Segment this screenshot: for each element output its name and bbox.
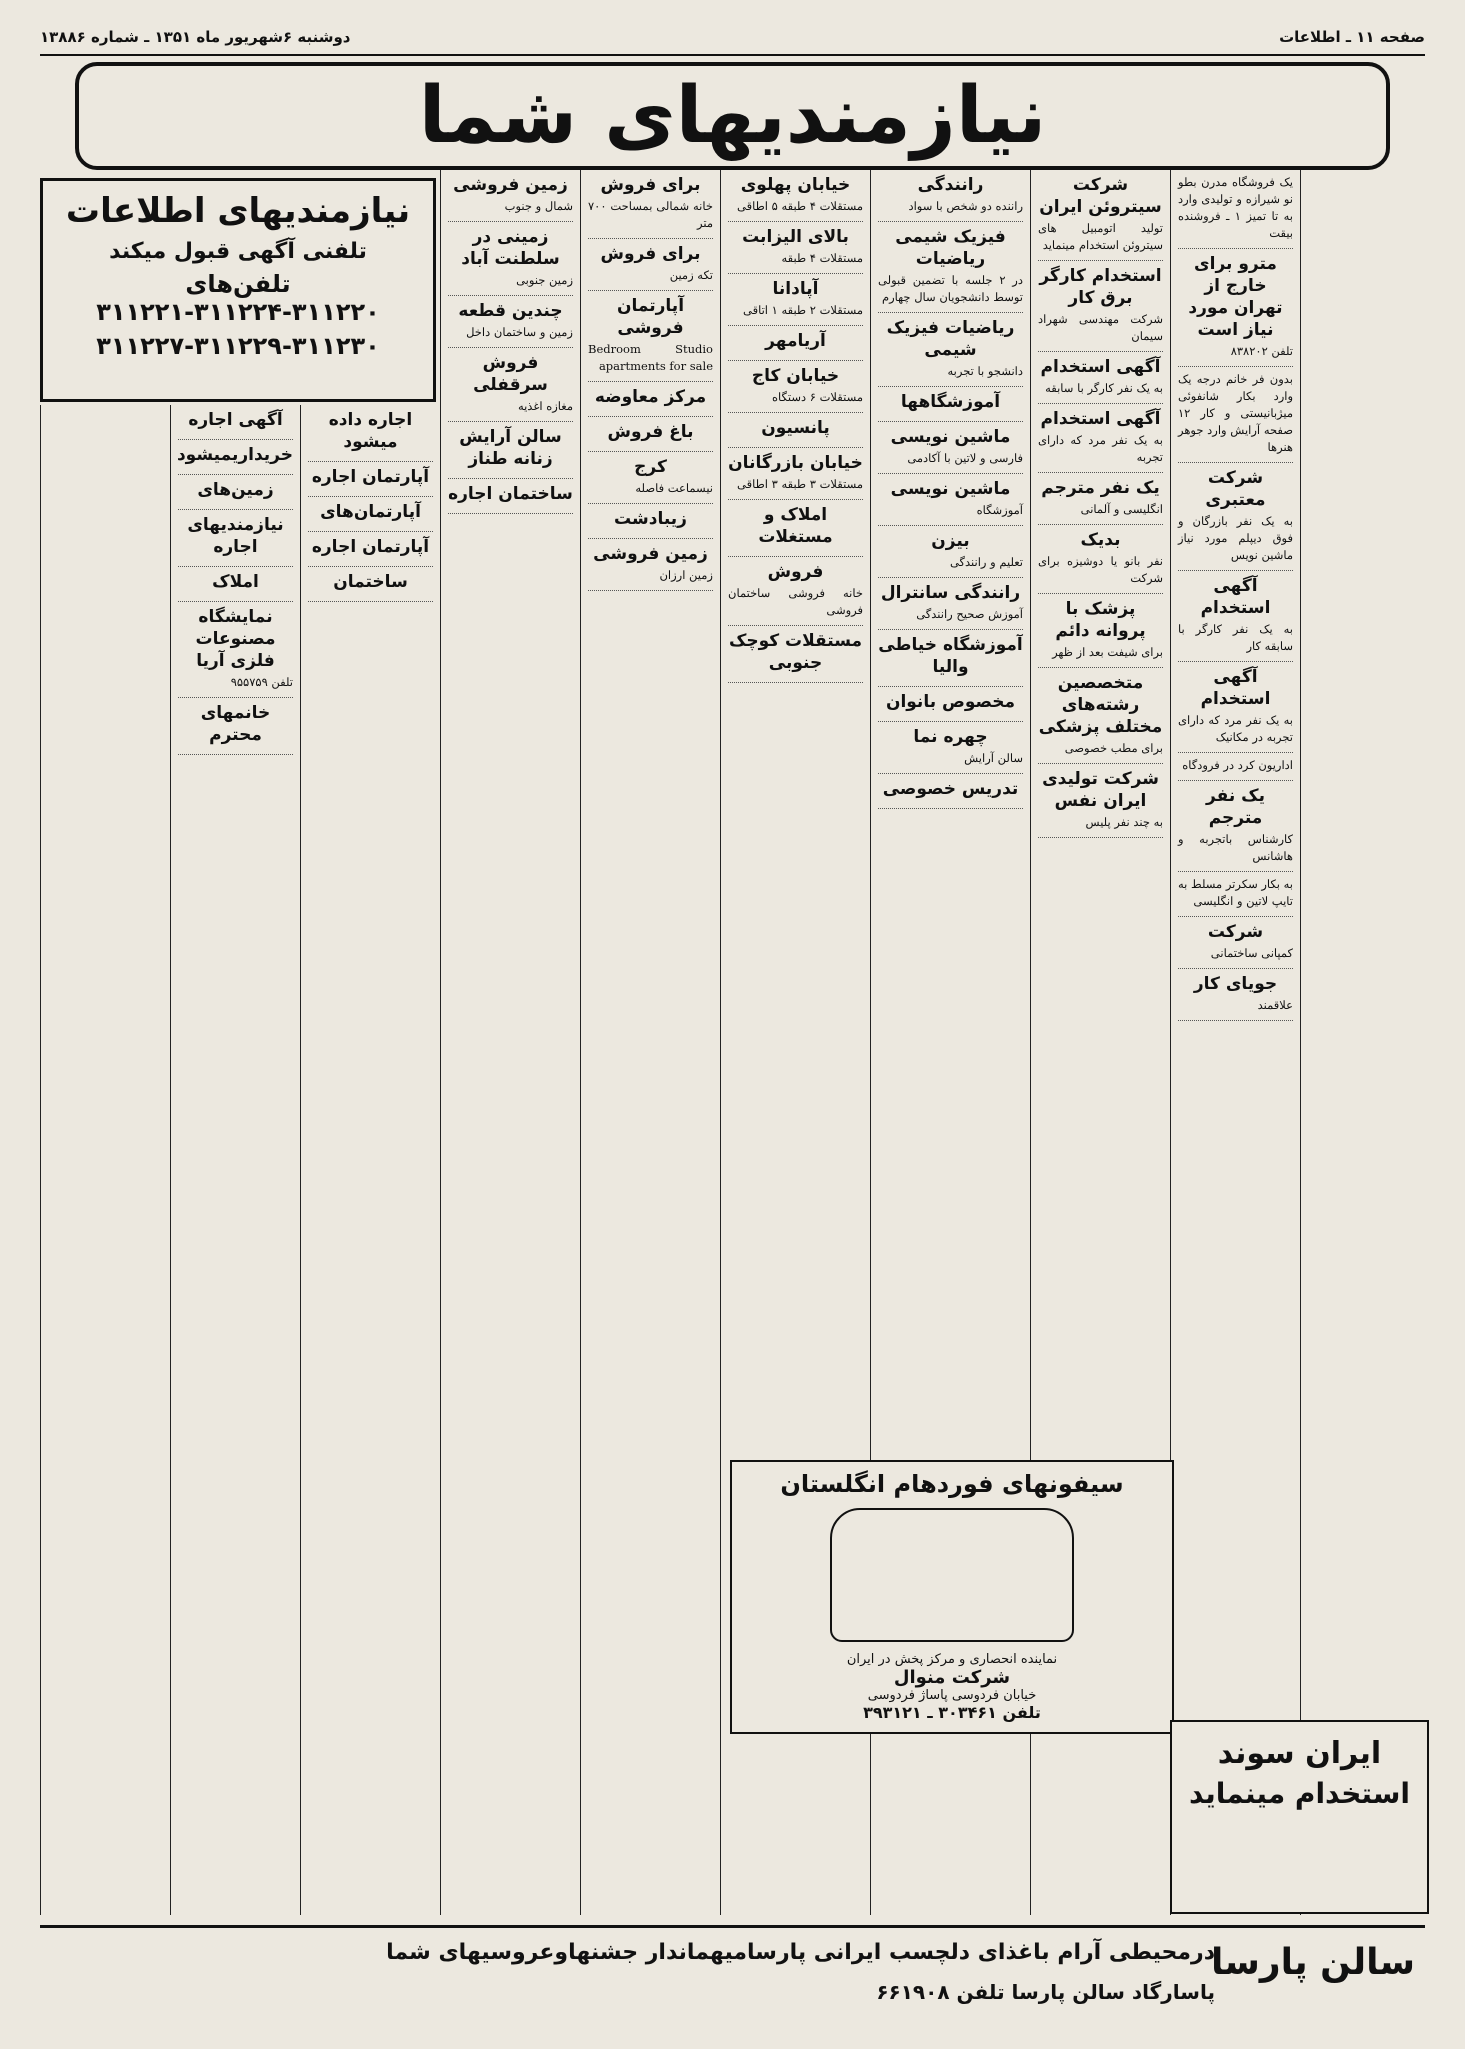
ad-item: [588, 291, 713, 382]
ad-text: کارشناس باتجربه و هاشانس: [1178, 832, 1293, 863]
ad-heading: مترو برای خارج از تهران مورد نیاز است: [1188, 254, 1283, 340]
ad-text: برای مطب خصوصی: [1064, 741, 1163, 755]
ad-text: مستقلات ۴ طبقه: [781, 251, 863, 265]
ad-item: [728, 500, 863, 557]
box-phones-2: ۳۱۱۲۲۷-۳۱۱۲۲۹-۳۱۱۲۳۰: [96, 332, 380, 360]
ad-heading: آموزشگاه خیاطی والیا: [878, 635, 1023, 677]
info-box: [40, 178, 436, 402]
ad-heading: خریداریمیشود: [176, 445, 293, 465]
ad-heading: باغ فروش: [607, 422, 694, 442]
ad-heading: خانمهای محترم: [200, 703, 271, 745]
ad-heading: خیابان بازرگانان: [728, 453, 863, 473]
ad-item: [1178, 662, 1293, 753]
ad-text: آموزشگاه: [976, 503, 1023, 517]
ad-heading: فروش: [767, 562, 824, 582]
ad-heading: بیزن: [931, 531, 970, 551]
ad-text: تعلیم و رانندگی: [949, 555, 1023, 569]
ad-text: در ۲ جلسه با تضمین قبولی توسط دانشجویان سال چهارم: [878, 273, 1023, 304]
ad-item: [1178, 170, 1293, 249]
ad-heading: شرکت معتبری: [1205, 468, 1266, 510]
ad-heading: آپادانا: [772, 279, 819, 299]
footer-line-1: درمحیطی آرام باغذای دلچسب ایرانی پارسامیهماندار جشنهاوعروسیهای شما: [386, 1940, 1215, 1965]
ad-heading: تدریس خصوصی: [882, 779, 1019, 799]
ad-text: به چند نفر پلیس: [1085, 815, 1163, 829]
ad-item: [588, 170, 713, 239]
ad-text: مستقلات ۶ دستگاه: [771, 390, 863, 404]
ad-text: به بکار سکرتر مسلط به تایپ لاتین و انگلیسی: [1178, 877, 1293, 908]
heater-address: خیابان فردوسی پاساژ فردوسی: [867, 1688, 1037, 1703]
ad-heading: شرکت سیتروئن ایران: [1039, 175, 1162, 217]
ad-item: [728, 274, 863, 326]
heater-note: نماینده انحصاری و مرکز پخش در ایران: [846, 1652, 1058, 1667]
ad-item: [878, 387, 1023, 422]
ad-heading: آپارتمان فروشی: [616, 296, 685, 338]
ad-heading: چهره نما: [913, 727, 988, 747]
ad-text: اداریون کرد در فرودگاه: [1182, 758, 1293, 772]
column-1: [1170, 170, 1300, 1915]
ad-heading: اجاره داده میشود: [328, 410, 413, 452]
ad-item: [1038, 473, 1163, 525]
ad-item: [1038, 525, 1163, 594]
ad-heading: آگهی استخدام: [1200, 576, 1271, 618]
ad-heading: ریاضیات فیزیک شیمی: [886, 318, 1015, 360]
ad-text: زمین جنوبی: [516, 273, 573, 287]
ad-text: خانه شمالی بمساحت ۷۰۰ متر: [588, 199, 713, 230]
ad-heading: کرج: [634, 457, 667, 477]
ad-heading: جویای کار: [1193, 974, 1278, 994]
ad-item: [1178, 463, 1293, 571]
ad-heading: شرکت: [1207, 922, 1264, 942]
ad-item: [588, 417, 713, 452]
ad-item: [178, 475, 293, 510]
ad-item: [1038, 764, 1163, 838]
heater-ad: [730, 1460, 1174, 1734]
ad-text: به یک نفر بازرگان و فوق دیپلم مورد نیاز ماشین نویس: [1178, 514, 1293, 562]
ad-text: تلفن ۸۳۸۲۰۲: [1230, 344, 1293, 358]
ad-item: [178, 698, 293, 755]
ad-item: [728, 170, 863, 222]
ad-item: [308, 497, 433, 532]
ad-text: علاقمند: [1257, 998, 1293, 1012]
ad-heading: رانندگی سانترال: [880, 583, 1021, 603]
ad-text: شمال و جنوب: [504, 199, 573, 213]
ad-item: [448, 296, 573, 348]
ad-item: [878, 722, 1023, 774]
ad-text: فارسی و لاتین با آکادمی: [907, 451, 1023, 465]
ad-item: [1178, 367, 1293, 463]
ad-text: تلفن ۹۵۵۷۵۹: [230, 675, 293, 689]
ad-heading: نیازمندیهای اجاره: [187, 515, 284, 557]
ad-item: [588, 504, 713, 539]
ad-text: دانشجو با تجربه: [947, 364, 1023, 378]
column-7: [300, 405, 440, 1915]
ad-heading: املاک و مستغلات: [758, 505, 833, 547]
ad-text: زمین ارزان: [659, 568, 713, 582]
ad-text: Bedroom Studio apartments for sale: [588, 342, 713, 373]
ad-heading: استخدام کارگر برق کار: [1039, 266, 1162, 308]
ad-heading: سالن آرایش زنانه طناز: [459, 427, 562, 469]
ad-item: [878, 687, 1023, 722]
ad-text: مغازه اغذیه: [517, 399, 573, 413]
ad-heading: خیابان کاج: [751, 366, 840, 386]
ad-text: انگلیسی و آلمانی: [1080, 502, 1163, 516]
ad-heading: فیزیک شیمی ریاضیات: [895, 227, 1006, 269]
ad-heading: زمین فروشی: [593, 544, 708, 564]
ad-heading: املاک: [212, 572, 259, 592]
column-2: [1300, 170, 1425, 1915]
iransound-subtitle: استخدام مینماید: [1189, 1777, 1410, 1810]
ad-heading: شرکت تولیدی ایران نفس: [1042, 769, 1159, 811]
ad-heading: رانندگی: [917, 175, 984, 195]
ad-item: [308, 405, 433, 462]
ad-item: [1178, 872, 1293, 917]
ad-text: مستقلات ۳ طبقه ۳ اطاقی: [737, 477, 863, 491]
ad-heading: زیبادشت: [614, 509, 687, 529]
ad-item: [878, 774, 1023, 809]
ad-heading: متخصصین رشته‌های مختلف پزشکی: [1038, 673, 1163, 737]
ad-text: بدون فر خانم درجه یک وارد بکار شانفوئی میژبانیستی و کار ۱۲ صفحه آرایش وارد جوهر هنرها: [1178, 372, 1293, 454]
ad-heading: ساختمان اجاره: [448, 484, 573, 504]
ad-item: [178, 510, 293, 567]
ad-heading: یک نفر مترجم: [1041, 478, 1160, 498]
ad-text: تکه زمین: [669, 268, 713, 282]
column-9: [170, 405, 300, 1915]
ad-item: [1038, 261, 1163, 352]
ad-heading: آپارتمان اجاره: [311, 467, 430, 487]
ad-item: [588, 382, 713, 417]
ad-heading: آریامهر: [765, 331, 826, 351]
ad-heading: زمینی در سلطنت آباد: [461, 227, 560, 269]
ad-item: [728, 326, 863, 361]
ad-text: آموزش صحیح رانندگی: [916, 607, 1023, 621]
ad-item: [448, 348, 573, 422]
iransound-title: ایران سوند: [1217, 1736, 1382, 1771]
ad-heading: بالای الیزابت: [742, 227, 849, 247]
heater-title: سیفونهای فوردهام انگلستان: [780, 1470, 1124, 1498]
ad-heading: مرکز معاوضه: [594, 387, 707, 407]
ad-item: [878, 474, 1023, 526]
ad-item: [1038, 668, 1163, 764]
ad-heading: خیابان پهلوی: [740, 175, 851, 195]
iransound-ad: [1170, 1720, 1429, 1914]
ad-text: راننده دو شخص با سواد: [908, 199, 1023, 213]
ad-heading: یک نفر مترجم: [1206, 786, 1265, 828]
ad-item: [728, 222, 863, 274]
ad-item: [448, 170, 573, 222]
ad-text: مستقلات ۴ طبقه ۵ اطاقی: [737, 199, 863, 213]
ad-text: شرکت مهندسی شهراد سیمان: [1038, 312, 1163, 343]
ad-heading: چندین قطعه: [458, 301, 563, 321]
ad-item: [178, 567, 293, 602]
ad-item: [728, 448, 863, 500]
page-header: [40, 20, 1425, 56]
ad-heading: آموزشگاهها: [900, 392, 1001, 412]
box-phones-1: تلفن‌های ۳۱۱۲۲۰-۳۱۱۲۲۴-۳۱۱۲۲۱: [96, 270, 380, 326]
ad-text: تولید اتومبیل های سیتروئن استخدام مینماید: [1038, 221, 1163, 252]
ad-item: [448, 479, 573, 514]
ad-item: [1178, 249, 1293, 367]
ad-heading: آپارتمان اجاره: [311, 537, 430, 557]
ad-heading: آپارتمان‌های: [320, 502, 421, 522]
ad-heading: پزشک با پروانه دائم: [1055, 599, 1146, 641]
ad-item: [178, 405, 293, 440]
ad-item: [1178, 753, 1293, 781]
ad-text: نفر بانو یا دوشیزه برای شرکت: [1038, 554, 1163, 585]
ad-text: یک فروشگاه مدرن بطو نو شیرازه و تولیدی وارد به تا تمیز ۱ ـ فروشنده بیقت: [1178, 175, 1294, 240]
ad-heading: فروش سرقفلی: [473, 353, 548, 395]
ad-item: [1038, 404, 1163, 473]
ad-heading: مخصوص بانوان: [885, 692, 1016, 712]
box-title: نیازمندیهای اطلاعات: [65, 191, 411, 231]
ad-item: [308, 462, 433, 497]
column-6: [440, 170, 580, 1915]
ad-heading: آگهی اجاره: [188, 410, 283, 430]
column-5: [580, 170, 720, 1915]
ad-item: [878, 630, 1023, 687]
ad-text: به یک نفر کارگر با سابقه کار: [1178, 622, 1293, 653]
ad-item: [1038, 352, 1163, 404]
ad-heading: آگهی استخدام: [1200, 667, 1271, 709]
ad-item: [878, 422, 1023, 474]
ad-heading: زمین فروشی: [453, 175, 568, 195]
ad-item: [1178, 917, 1293, 969]
ad-text: نیسماعت فاصله: [635, 481, 713, 495]
ad-item: [878, 313, 1023, 387]
page-number: صفحه ۱۱ ـ اطلاعات: [1279, 28, 1425, 46]
ad-text: خانه فروشی ساختمان فروشی: [728, 586, 863, 617]
ad-item: [588, 539, 713, 591]
ad-heading: نمایشگاه مصنوعات فلزی آریا: [195, 607, 276, 671]
ad-item: [588, 239, 713, 291]
ad-text: برای شیفت بعد از ظهر: [1052, 645, 1163, 659]
footer-ad: [40, 1925, 1425, 2028]
ad-item: [308, 532, 433, 567]
masthead-title: نیازمندیهای شما: [75, 62, 1390, 170]
ad-item: [728, 361, 863, 413]
ad-heading: ساختمان: [333, 572, 408, 592]
ad-heading: مستقلات کوچک جنوبی: [728, 631, 863, 673]
ad-text: کمپانی ساختمانی: [1210, 946, 1293, 960]
ad-item: [588, 452, 713, 504]
ad-item: [878, 170, 1023, 222]
ad-item: [308, 567, 433, 602]
ad-item: [178, 440, 293, 475]
ad-text: مستقلات ۲ طبقه ۱ اتاقی: [743, 303, 863, 317]
box-subtitle: تلفنی آگهی قبول میکند: [109, 239, 367, 264]
footer-line-2: پاسارگاد سالن پارسا تلفن ۶۶۱۹۰۸: [876, 1980, 1215, 2004]
ad-text: زمین و ساختمان داخل: [466, 325, 573, 339]
ad-heading: ماشین نویسی: [890, 427, 1011, 447]
ad-heading: پانسیون: [761, 418, 830, 438]
ad-item: [448, 422, 573, 479]
ad-item: [1038, 594, 1163, 668]
heater-image: [830, 1508, 1074, 1642]
ad-heading: زمین‌های: [197, 480, 274, 500]
ad-item: [1178, 781, 1293, 872]
ad-item: [728, 413, 863, 448]
ad-text: سالن آرایش: [964, 751, 1023, 765]
ad-heading: بدیک: [1080, 530, 1121, 550]
ad-item: [1178, 571, 1293, 662]
ad-item: [728, 626, 863, 683]
ad-item: [728, 557, 863, 626]
ad-item: [1038, 170, 1163, 261]
footer-name: سالن پارسا: [1210, 1942, 1415, 1983]
ad-text: به یک نفر مرد که دارای تجربه در مکانیک: [1178, 713, 1293, 744]
issue-date: دوشنبه ۶شهریور ماه ۱۳۵۱ ـ شماره ۱۳۸۸۶: [40, 28, 351, 46]
ad-item: [178, 602, 293, 698]
ad-item: [878, 578, 1023, 630]
heater-company: شرکت منوال: [893, 1667, 1011, 1688]
column-8: [40, 405, 170, 1915]
heater-phone: تلفن ۳۰۳۴۶۱ ـ ۳۹۳۱۲۱: [863, 1703, 1041, 1722]
ad-heading: برای فروش: [600, 244, 701, 264]
ad-item: [448, 222, 573, 296]
ad-item: [878, 526, 1023, 578]
ad-heading: ماشین نویسی: [890, 479, 1011, 499]
ad-heading: آگهی استخدام: [1040, 409, 1161, 429]
ad-item: [878, 222, 1023, 313]
ad-heading: آگهی استخدام: [1040, 357, 1161, 377]
ad-item: [1178, 969, 1293, 1021]
ad-heading: برای فروش: [600, 175, 701, 195]
ad-text: به یک نفر مرد که دارای تجربه: [1038, 433, 1163, 464]
ad-text: به یک نفر کارگر با سابقه: [1045, 381, 1163, 395]
